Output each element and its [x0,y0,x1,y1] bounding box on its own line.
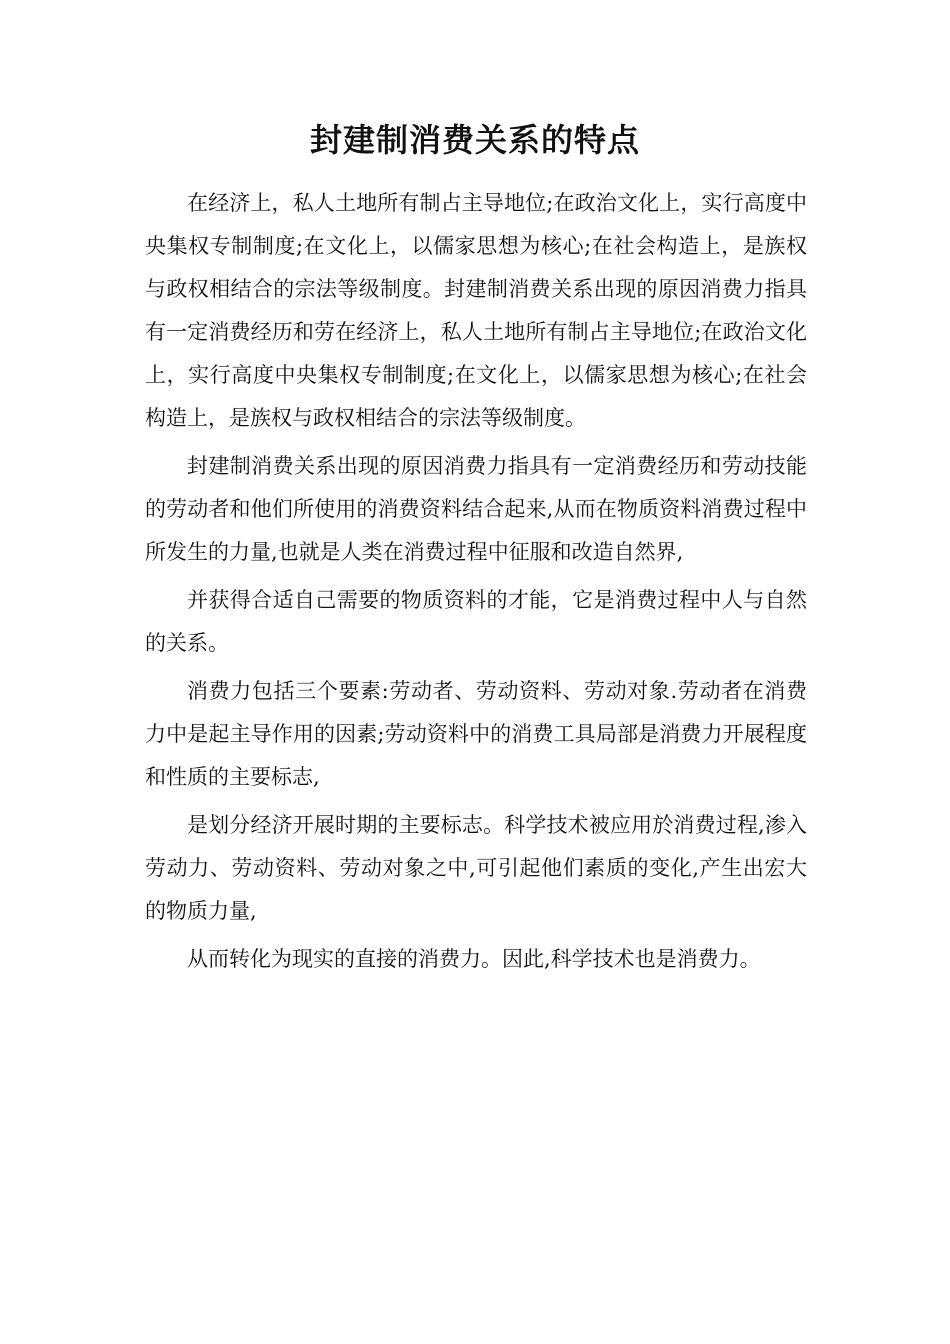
paragraph-1: 在经济上，私人土地所有制占主导地位;在政治文化上，实行高度中央集权专制制度;在文化上，以儒家思想为核心;在社会构造上，是族权与政权相结合的宗法等级制度。封建制消费关系出现的原因消费力指具有一定消费经历和劳在经济上，私人土地所有制占主导地位;在政治文化上，实行高度中央集权专制制度;在文化上，以儒家思想为核心;在社会构造上，是族权与政权相结合的宗法等级制度。 [145,191,807,430]
document-body [145,182,807,986]
paragraph-4: 消费力包括三个要素:劳动者、劳动资料、劳动对象.劳动者在消费力中是起主导作用的因素;劳动资料中的消费工具局部是消费力开展程度和性质的主要标志, [145,679,807,789]
paragraph-3: 并获得合适自己需要的物质资料的才能，它是消费过程中人与自然的关系。 [145,588,807,655]
paragraph-2: 封建制消费关系出现的原因消费力指具有一定消费经历和劳动技能的劳动者和他们所使用的消费资料结合起来,从而在物质资料消费过程中所发生的力量,也就是人类在消费过程中征服和改造自然界, [145,454,807,564]
paragraph-5: 是划分经济开展时期的主要标志。科学技术被应用於消费过程,渗入劳动力、劳动资料、劳动对象之中,可引起他们素质的变化,产生出宏大的物质力量, [145,813,807,923]
paragraph-6: 从而转化为现实的直接的消费力。因此,科学技术也是消费力。 [187,947,761,971]
document-title: 封建制消费关系的特点 [309,121,640,159]
